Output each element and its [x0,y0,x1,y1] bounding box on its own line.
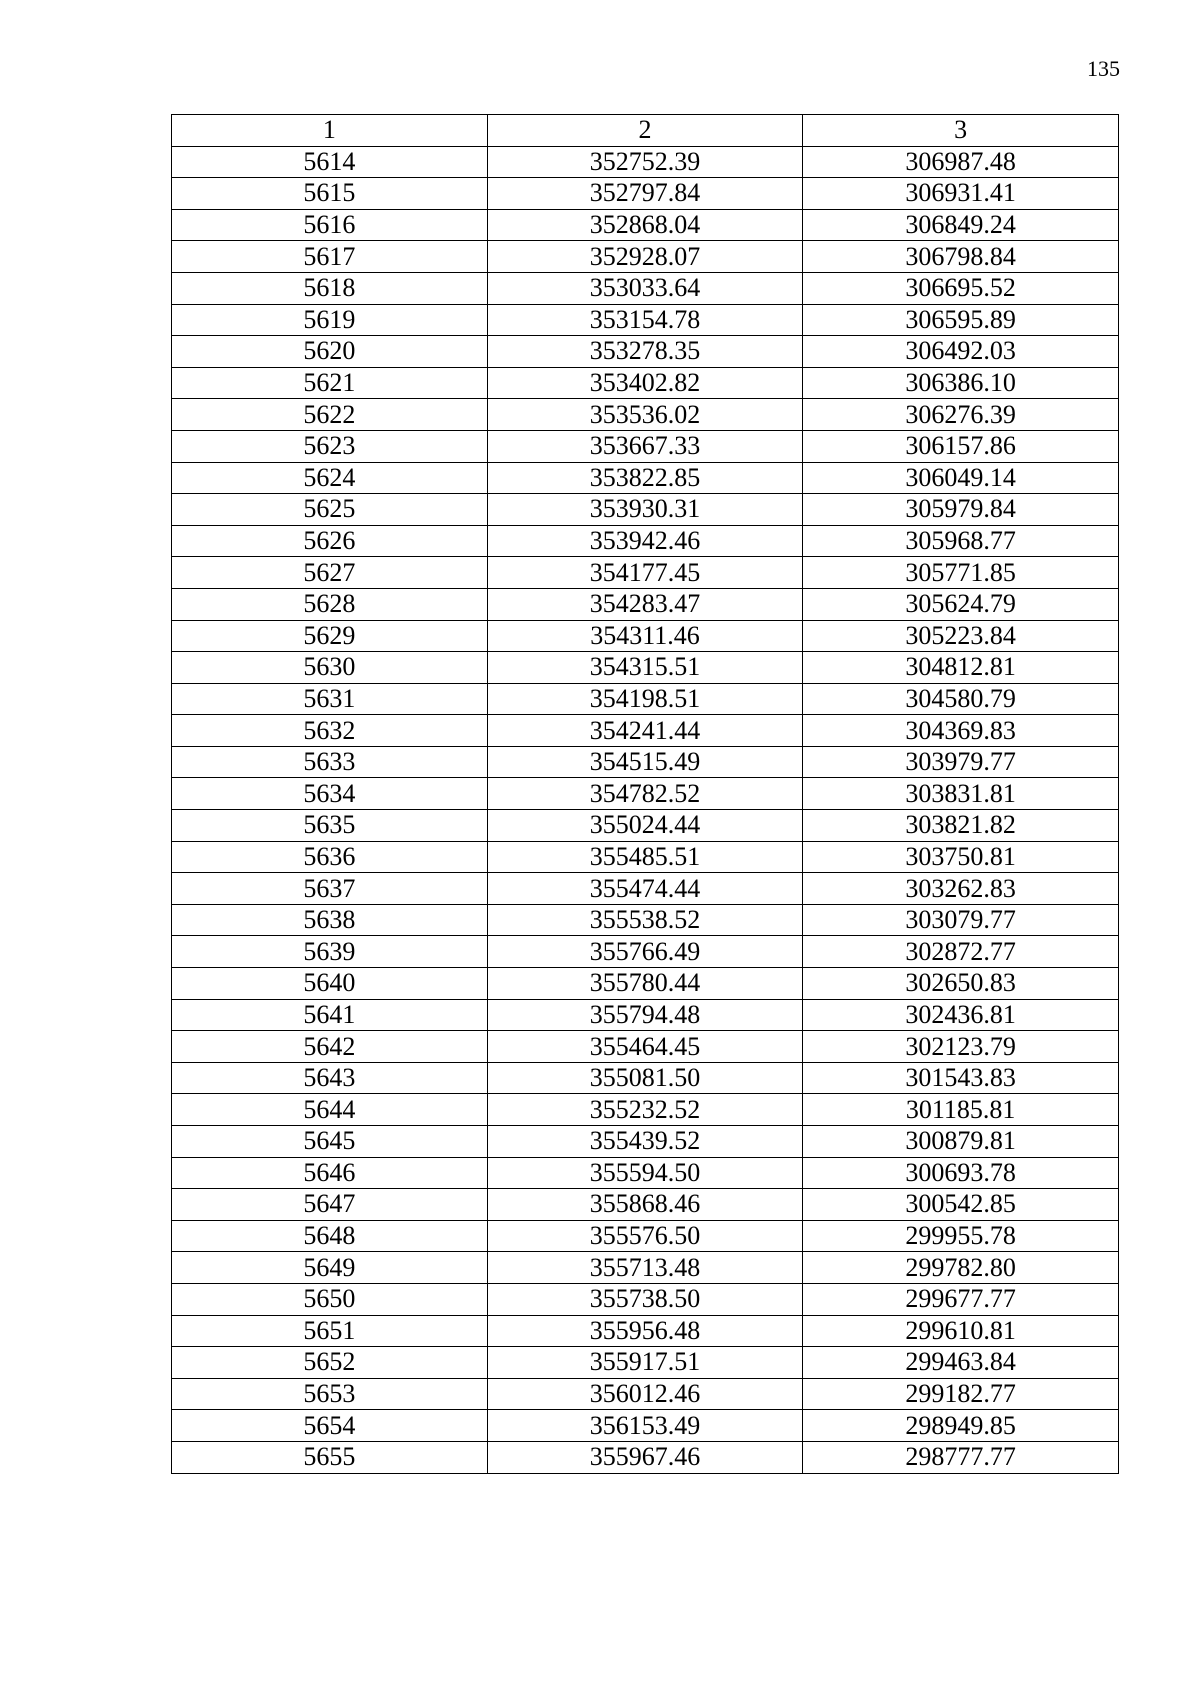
x-coordinate-cell: 354283.47 [487,588,803,620]
x-coordinate-cell: 354241.44 [487,715,803,747]
x-coordinate-cell: 353154.78 [487,304,803,336]
table-row [172,778,1119,810]
x-coordinate-cell: 354315.51 [487,652,803,684]
y-coordinate-cell: 306492.03 [803,336,1119,368]
x-coordinate-cell: 354198.51 [487,683,803,715]
point-number-cell: 5620 [172,336,488,368]
table-row [172,367,1119,399]
y-coordinate-cell: 299677.77 [803,1283,1119,1315]
y-coordinate-cell: 306798.84 [803,241,1119,273]
table-row [172,336,1119,368]
point-number-cell: 5632 [172,715,488,747]
table-row [172,620,1119,652]
y-coordinate-cell: 301543.83 [803,1062,1119,1094]
y-coordinate-cell: 302650.83 [803,968,1119,1000]
table-row [172,1283,1119,1315]
y-coordinate-cell: 304369.83 [803,715,1119,747]
y-coordinate-cell: 306276.39 [803,399,1119,431]
point-number-cell: 5650 [172,1283,488,1315]
x-coordinate-cell: 353402.82 [487,367,803,399]
y-coordinate-cell: 306987.48 [803,146,1119,178]
y-coordinate-cell: 306849.24 [803,209,1119,241]
x-coordinate-cell: 355538.52 [487,904,803,936]
y-coordinate-cell: 300879.81 [803,1126,1119,1158]
y-coordinate-cell: 300693.78 [803,1157,1119,1189]
y-coordinate-cell: 306695.52 [803,272,1119,304]
x-coordinate-cell: 355917.51 [487,1347,803,1379]
y-coordinate-cell: 305624.79 [803,588,1119,620]
table-row [172,1410,1119,1442]
point-number-cell: 5642 [172,1031,488,1063]
x-coordinate-cell: 355081.50 [487,1062,803,1094]
table-row [172,1252,1119,1284]
point-number-cell: 5626 [172,525,488,557]
point-number-cell: 5653 [172,1378,488,1410]
x-coordinate-cell: 355780.44 [487,968,803,1000]
table-row [172,399,1119,431]
point-number-cell: 5649 [172,1252,488,1284]
point-number-cell: 5637 [172,873,488,905]
y-coordinate-cell: 303979.77 [803,746,1119,778]
point-number-cell: 5628 [172,588,488,620]
y-coordinate-cell: 303831.81 [803,778,1119,810]
point-number-cell: 5639 [172,936,488,968]
x-coordinate-cell: 353667.33 [487,430,803,462]
x-coordinate-cell: 353278.35 [487,336,803,368]
table-row [172,241,1119,273]
point-number-cell: 5641 [172,999,488,1031]
table-row [172,904,1119,936]
x-coordinate-cell: 355766.49 [487,936,803,968]
x-coordinate-cell: 355485.51 [487,841,803,873]
table-row [172,1347,1119,1379]
point-number-cell: 5654 [172,1410,488,1442]
y-coordinate-cell: 299782.80 [803,1252,1119,1284]
table-row [172,588,1119,620]
table-header [172,115,1119,147]
y-coordinate-cell: 303821.82 [803,810,1119,842]
y-coordinate-cell: 305223.84 [803,620,1119,652]
point-number-cell: 5636 [172,841,488,873]
point-number-cell: 5615 [172,178,488,210]
point-number-cell: 5646 [172,1157,488,1189]
y-coordinate-cell: 299610.81 [803,1315,1119,1347]
table-row [172,810,1119,842]
point-number-cell: 5630 [172,652,488,684]
point-number-cell: 5616 [172,209,488,241]
header-row [172,115,1119,147]
y-coordinate-cell: 305979.84 [803,494,1119,526]
x-coordinate-cell: 355576.50 [487,1220,803,1252]
table-row [172,1157,1119,1189]
table-row [172,1062,1119,1094]
y-coordinate-cell: 303262.83 [803,873,1119,905]
point-number-cell: 5640 [172,968,488,1000]
y-coordinate-cell: 306386.10 [803,367,1119,399]
y-coordinate-cell: 299463.84 [803,1347,1119,1379]
table-row [172,715,1119,747]
y-coordinate-cell: 302123.79 [803,1031,1119,1063]
y-coordinate-cell: 302872.77 [803,936,1119,968]
point-number-cell: 5621 [172,367,488,399]
y-coordinate-cell: 299955.78 [803,1220,1119,1252]
table-row [172,494,1119,526]
point-number-cell: 5633 [172,746,488,778]
y-coordinate-cell: 304812.81 [803,652,1119,684]
table-row [172,1031,1119,1063]
y-coordinate-cell: 298949.85 [803,1410,1119,1442]
table-row [172,146,1119,178]
table-row [172,462,1119,494]
x-coordinate-cell: 353942.46 [487,525,803,557]
point-number-cell: 5648 [172,1220,488,1252]
point-number-cell: 5643 [172,1062,488,1094]
point-number-cell: 5635 [172,810,488,842]
y-coordinate-cell: 305771.85 [803,557,1119,589]
x-coordinate-cell: 354311.46 [487,620,803,652]
table-row [172,652,1119,684]
x-coordinate-cell: 355956.48 [487,1315,803,1347]
table-row [172,999,1119,1031]
point-number-cell: 5651 [172,1315,488,1347]
point-number-cell: 5645 [172,1126,488,1158]
x-coordinate-cell: 354782.52 [487,778,803,810]
y-coordinate-cell: 306595.89 [803,304,1119,336]
column-header-1: 1 [172,115,488,147]
x-coordinate-cell: 355024.44 [487,810,803,842]
x-coordinate-cell: 356153.49 [487,1410,803,1442]
x-coordinate-cell: 352752.39 [487,146,803,178]
table-row [172,873,1119,905]
table-row [172,209,1119,241]
point-number-cell: 5623 [172,430,488,462]
table-row [172,178,1119,210]
y-coordinate-cell: 306049.14 [803,462,1119,494]
y-coordinate-cell: 301185.81 [803,1094,1119,1126]
table-row [172,1441,1119,1473]
table-row [172,304,1119,336]
point-number-cell: 5644 [172,1094,488,1126]
table-row [172,683,1119,715]
x-coordinate-cell: 356012.46 [487,1378,803,1410]
x-coordinate-cell: 355232.52 [487,1094,803,1126]
x-coordinate-cell: 352868.04 [487,209,803,241]
table-row [172,1189,1119,1221]
y-coordinate-cell: 302436.81 [803,999,1119,1031]
y-coordinate-cell: 300542.85 [803,1189,1119,1221]
table-row [172,746,1119,778]
point-number-cell: 5622 [172,399,488,431]
table-row [172,272,1119,304]
column-header-3: 3 [803,115,1119,147]
x-coordinate-cell: 355713.48 [487,1252,803,1284]
table-row [172,936,1119,968]
table-row [172,1315,1119,1347]
x-coordinate-cell: 353033.64 [487,272,803,304]
point-number-cell: 5614 [172,146,488,178]
table-row [172,430,1119,462]
column-header-2: 2 [487,115,803,147]
y-coordinate-cell: 306931.41 [803,178,1119,210]
table-row [172,1094,1119,1126]
x-coordinate-cell: 355439.52 [487,1126,803,1158]
x-coordinate-cell: 355474.44 [487,873,803,905]
x-coordinate-cell: 352797.84 [487,178,803,210]
x-coordinate-cell: 355868.46 [487,1189,803,1221]
x-coordinate-cell: 353930.31 [487,494,803,526]
point-number-cell: 5617 [172,241,488,273]
point-number-cell: 5618 [172,272,488,304]
table-row [172,1378,1119,1410]
table-row [172,1126,1119,1158]
point-number-cell: 5624 [172,462,488,494]
x-coordinate-cell: 353536.02 [487,399,803,431]
point-number-cell: 5631 [172,683,488,715]
table-row [172,1220,1119,1252]
x-coordinate-cell: 353822.85 [487,462,803,494]
table-row [172,968,1119,1000]
x-coordinate-cell: 352928.07 [487,241,803,273]
x-coordinate-cell: 355594.50 [487,1157,803,1189]
y-coordinate-cell: 304580.79 [803,683,1119,715]
point-number-cell: 5627 [172,557,488,589]
point-number-cell: 5652 [172,1347,488,1379]
table-row [172,557,1119,589]
point-number-cell: 5619 [172,304,488,336]
y-coordinate-cell: 306157.86 [803,430,1119,462]
point-number-cell: 5625 [172,494,488,526]
x-coordinate-cell: 354515.49 [487,746,803,778]
y-coordinate-cell: 305968.77 [803,525,1119,557]
x-coordinate-cell: 355738.50 [487,1283,803,1315]
point-number-cell: 5647 [172,1189,488,1221]
point-number-cell: 5638 [172,904,488,936]
y-coordinate-cell: 303750.81 [803,841,1119,873]
y-coordinate-cell: 299182.77 [803,1378,1119,1410]
point-number-cell: 5634 [172,778,488,810]
table-row [172,525,1119,557]
point-number-cell: 5655 [172,1441,488,1473]
point-number-cell: 5629 [172,620,488,652]
y-coordinate-cell: 303079.77 [803,904,1119,936]
x-coordinate-cell: 355464.45 [487,1031,803,1063]
table-row [172,841,1119,873]
x-coordinate-cell: 354177.45 [487,557,803,589]
y-coordinate-cell: 298777.77 [803,1441,1119,1473]
x-coordinate-cell: 355794.48 [487,999,803,1031]
table-body [172,146,1119,1473]
page-number: 135 [1087,56,1120,81]
coordinates-table [171,114,1119,1474]
x-coordinate-cell: 355967.46 [487,1441,803,1473]
